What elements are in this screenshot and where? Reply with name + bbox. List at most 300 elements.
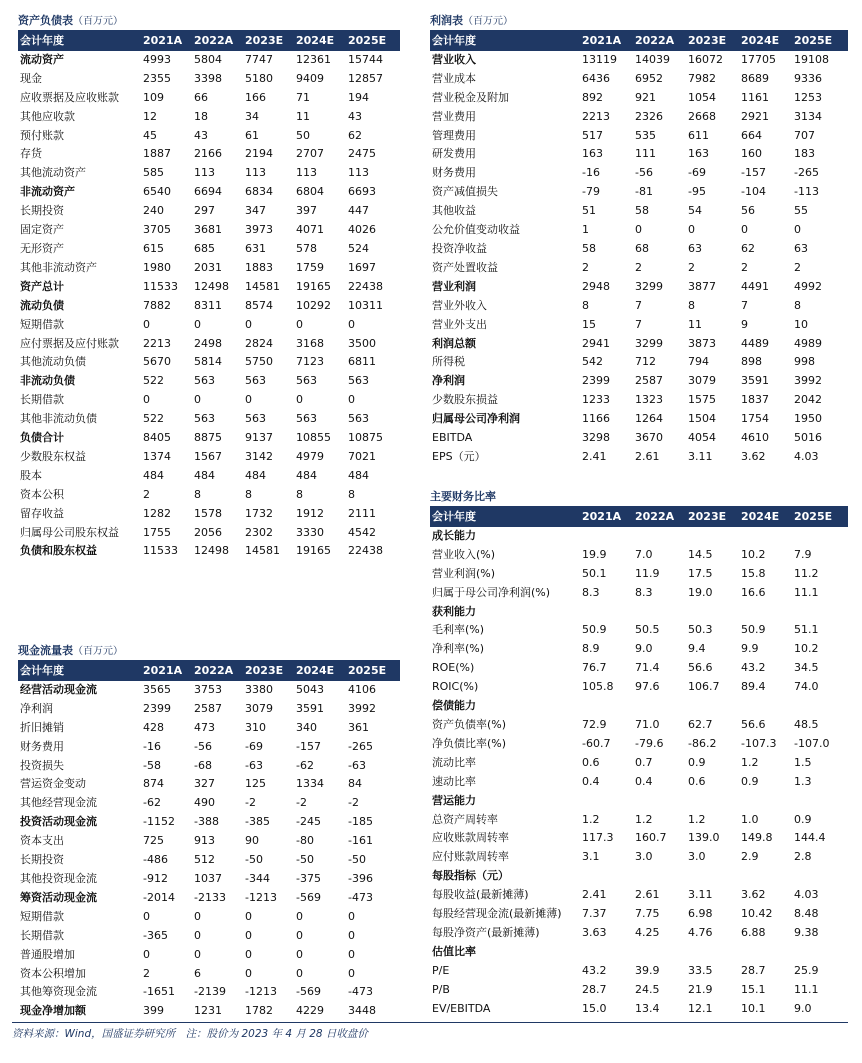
value-cell: 2326 — [635, 109, 663, 123]
value-cell: 8 — [794, 298, 801, 312]
value-cell: 0 — [194, 909, 201, 923]
value-cell: 51.1 — [794, 623, 819, 637]
value-cell: 399 — [143, 1004, 164, 1018]
value-cell: 2166 — [194, 147, 222, 161]
row-label: 净利润 — [20, 701, 53, 715]
row-label: 其他收益 — [432, 204, 476, 218]
value-cell: -2 — [296, 796, 307, 810]
table-row — [18, 391, 400, 410]
value-cell: 0 — [348, 928, 355, 942]
value-cell: 611 — [688, 128, 709, 142]
table-row — [18, 164, 400, 183]
value-cell: 3.1 — [582, 850, 600, 864]
row-label: 营业收入 — [432, 52, 476, 66]
value-cell: 484 — [296, 468, 317, 482]
row-label: 速动比率 — [432, 774, 476, 788]
row-label: 财务费用 — [20, 739, 64, 753]
header-year-cell: 2021A — [582, 32, 635, 51]
value-cell: -2 — [245, 796, 256, 810]
cashflow-table — [18, 662, 400, 1021]
table-row — [18, 70, 400, 89]
value-cell: -60.7 — [582, 736, 611, 750]
value-cell: 6540 — [143, 185, 171, 199]
row-label: EBITDA — [432, 431, 473, 445]
value-cell: 8 — [296, 487, 303, 501]
value-cell — [688, 603, 741, 622]
header-label-cell: 会计年度 — [430, 508, 582, 527]
value-cell: 0 — [194, 947, 201, 961]
value-cell: 9 — [741, 317, 748, 331]
value-cell: 327 — [194, 777, 215, 791]
value-cell: 1161 — [741, 90, 769, 104]
row-label: 无形资产 — [20, 241, 64, 255]
value-cell: 2111 — [348, 506, 376, 520]
value-cell: 58 — [582, 241, 596, 255]
value-cell: 11 — [296, 109, 310, 123]
value-cell: 3168 — [296, 336, 324, 350]
value-cell: 3877 — [688, 279, 716, 293]
value-cell: 0 — [245, 393, 252, 407]
header-year-cell: 2025E — [348, 662, 400, 681]
value-cell: 517 — [582, 128, 603, 142]
value-cell: 7 — [635, 298, 642, 312]
table-row — [430, 659, 848, 678]
value-cell: 55 — [794, 204, 808, 218]
value-cell: 347 — [245, 204, 266, 218]
row-label: 留存收益 — [20, 506, 64, 520]
table-row — [18, 965, 400, 984]
value-cell: 522 — [143, 412, 164, 426]
value-cell: 998 — [794, 355, 815, 369]
value-cell: 1837 — [741, 393, 769, 407]
row-label: 负债合计 — [20, 431, 64, 445]
value-cell: 1323 — [635, 393, 663, 407]
value-cell: 4989 — [794, 336, 822, 350]
table-row — [430, 183, 848, 202]
value-cell: 1231 — [194, 1004, 222, 1018]
row-label: 归属于母公司净利润(%) — [432, 585, 551, 599]
value-cell — [635, 603, 688, 622]
value-cell: 0 — [635, 223, 642, 237]
value-cell: 240 — [143, 204, 164, 218]
value-cell: 8.48 — [794, 907, 819, 921]
value-cell: 712 — [635, 355, 656, 369]
table-row — [18, 700, 400, 719]
value-cell: 631 — [245, 241, 266, 255]
table-row — [18, 524, 400, 543]
table-row — [430, 716, 848, 735]
table-row — [18, 145, 400, 164]
header-year-cell: 2023E — [688, 32, 741, 51]
row-label: 净负债比率(%) — [432, 736, 507, 750]
value-cell: 428 — [143, 720, 164, 734]
table-row — [18, 813, 400, 832]
value-cell: 1567 — [194, 449, 222, 463]
value-cell — [794, 697, 848, 716]
value-cell: 1887 — [143, 147, 171, 161]
ratios-title: 主要财务比率 — [430, 488, 848, 508]
value-cell — [794, 527, 848, 546]
value-cell: 3142 — [245, 449, 273, 463]
table-header-row — [430, 32, 848, 51]
row-label: 现金 — [20, 71, 42, 85]
value-cell: 2.8 — [794, 850, 812, 864]
value-cell: 19108 — [794, 52, 829, 66]
row-label: 营运资金变动 — [20, 777, 86, 791]
source-footnote: 资料来源：Wind，国盛证券研究所 注：股价为 2023 年 4 月 28 日收盘价 — [12, 1028, 368, 1040]
value-cell: 15.8 — [741, 566, 766, 580]
value-cell: 1.5 — [794, 755, 812, 769]
value-cell: 28.7 — [582, 982, 607, 996]
value-cell: 4229 — [296, 1004, 324, 1018]
value-cell: 1 — [582, 223, 589, 237]
value-cell: 2213 — [582, 109, 610, 123]
value-cell: 13119 — [582, 52, 617, 66]
value-cell: 14039 — [635, 52, 670, 66]
table-row — [18, 794, 400, 813]
table-row — [18, 467, 400, 486]
row-label: 归属母公司净利润 — [432, 412, 520, 426]
table-row — [430, 221, 848, 240]
value-cell: 61 — [245, 128, 259, 142]
value-cell: 484 — [143, 468, 164, 482]
value-cell: 34.5 — [794, 661, 819, 675]
value-cell: 0.9 — [794, 812, 812, 826]
table-row — [430, 640, 848, 659]
table-row — [430, 829, 848, 848]
row-label: 管理费用 — [432, 128, 476, 142]
value-cell: 7 — [635, 317, 642, 331]
value-cell: 11.9 — [635, 566, 660, 580]
value-cell: 4542 — [348, 525, 376, 539]
section-header-row — [430, 867, 848, 886]
table-row — [430, 145, 848, 164]
value-cell — [635, 867, 688, 886]
value-cell: 0 — [245, 317, 252, 331]
table-row — [430, 89, 848, 108]
value-cell: 4054 — [688, 431, 716, 445]
table-row — [18, 927, 400, 946]
value-cell: 3670 — [635, 431, 663, 445]
value-cell: 0 — [794, 223, 801, 237]
table-row — [430, 410, 848, 429]
row-label: 流动比率 — [432, 755, 476, 769]
value-cell: 1253 — [794, 90, 822, 104]
value-cell: 2.9 — [741, 850, 759, 864]
value-cell — [741, 697, 794, 716]
table-row — [430, 70, 848, 89]
value-cell: 3973 — [245, 223, 273, 237]
value-cell: 542 — [582, 355, 603, 369]
table-row — [430, 108, 848, 127]
value-cell: 7.0 — [635, 547, 653, 561]
value-cell: 1754 — [741, 412, 769, 426]
value-cell: 3.62 — [741, 449, 766, 463]
value-cell: 16.6 — [741, 585, 766, 599]
value-cell: 0 — [296, 928, 303, 942]
row-label: 获利能力 — [432, 604, 476, 618]
value-cell: 6.98 — [688, 907, 713, 921]
value-cell: 563 — [245, 374, 266, 388]
value-cell: 563 — [194, 374, 215, 388]
value-cell: -245 — [296, 815, 321, 829]
value-cell: 166 — [245, 90, 266, 104]
value-cell: 68 — [635, 241, 649, 255]
row-label: P/B — [432, 982, 450, 996]
table-row — [18, 108, 400, 127]
table-row — [430, 391, 848, 410]
value-cell: 149.8 — [741, 831, 773, 845]
row-label: 其他非流动资产 — [20, 260, 97, 274]
header-year-cell: 2025E — [794, 508, 848, 527]
value-cell: 24.5 — [635, 982, 660, 996]
value-cell: -2014 — [143, 890, 175, 904]
value-cell: 310 — [245, 720, 266, 734]
table-row — [18, 870, 400, 889]
value-cell: 4491 — [741, 279, 769, 293]
table-row — [430, 565, 848, 584]
value-cell: 71.0 — [635, 717, 660, 731]
row-label: 资产总计 — [20, 279, 64, 293]
value-cell: 111 — [635, 147, 656, 161]
row-label: 非流动资产 — [20, 185, 75, 199]
value-cell: 563 — [348, 412, 369, 426]
value-cell: 898 — [741, 355, 762, 369]
table-row — [430, 372, 848, 391]
value-cell: 3380 — [245, 682, 273, 696]
row-label: 资本公积 — [20, 487, 64, 501]
value-cell: 62 — [348, 128, 362, 142]
value-cell: 14581 — [245, 279, 280, 293]
value-cell: 5670 — [143, 355, 171, 369]
value-cell: 794 — [688, 355, 709, 369]
value-cell: 490 — [194, 796, 215, 810]
value-cell: 2668 — [688, 109, 716, 123]
header-year-cell: 2024E — [296, 32, 348, 51]
value-cell: -86.2 — [688, 736, 717, 750]
value-cell: 28.7 — [741, 963, 766, 977]
value-cell: 5043 — [296, 682, 324, 696]
value-cell: -16 — [143, 739, 161, 753]
value-cell: 0 — [348, 909, 355, 923]
value-cell: 615 — [143, 241, 164, 255]
value-cell: 2941 — [582, 336, 610, 350]
value-cell — [741, 792, 794, 811]
row-label: 流动负债 — [20, 298, 64, 312]
value-cell: 19165 — [296, 544, 331, 558]
table-row — [430, 621, 848, 640]
value-cell: 707 — [794, 128, 815, 142]
value-cell: 8.3 — [635, 585, 653, 599]
value-cell: 3591 — [296, 701, 324, 715]
value-cell: 3992 — [794, 374, 822, 388]
table-row — [430, 297, 848, 316]
value-cell: -365 — [143, 928, 168, 942]
value-cell: 524 — [348, 241, 369, 255]
value-cell: 8405 — [143, 431, 171, 445]
value-cell: -80 — [296, 834, 314, 848]
table-header-row — [18, 662, 400, 681]
value-cell — [582, 603, 635, 622]
value-cell — [741, 943, 794, 962]
value-cell: 0 — [296, 966, 303, 980]
value-cell: 512 — [194, 853, 215, 867]
value-cell: 921 — [635, 90, 656, 104]
value-cell: 10875 — [348, 431, 383, 445]
value-cell: 8574 — [245, 298, 273, 312]
value-cell: 19165 — [296, 279, 331, 293]
value-cell: 7.9 — [794, 547, 812, 561]
table-row — [18, 775, 400, 794]
value-cell: 585 — [143, 166, 164, 180]
value-cell: -473 — [348, 985, 373, 999]
table-row — [430, 127, 848, 146]
table-row — [430, 924, 848, 943]
value-cell: 4.03 — [794, 888, 819, 902]
value-cell: 4.25 — [635, 925, 660, 939]
row-label: 营业成本 — [432, 71, 476, 85]
value-cell: 685 — [194, 241, 215, 255]
value-cell: 3398 — [194, 71, 222, 85]
value-cell: 0 — [245, 928, 252, 942]
value-cell: 8875 — [194, 431, 222, 445]
row-label: 营业外收入 — [432, 298, 487, 312]
header-year-cell: 2021A — [582, 508, 635, 527]
value-cell: 11533 — [143, 544, 178, 558]
table-header-row — [18, 32, 400, 51]
value-cell: 3681 — [194, 223, 222, 237]
value-cell: -50 — [245, 853, 263, 867]
row-label: 估值比率 — [432, 944, 476, 958]
value-cell: 84 — [348, 777, 362, 791]
value-cell: 563 — [296, 412, 317, 426]
value-cell: 2475 — [348, 147, 376, 161]
value-cell: 2 — [688, 260, 695, 274]
row-label: 资产减值损失 — [432, 185, 498, 199]
value-cell: -62 — [296, 758, 314, 772]
value-cell: 0 — [143, 317, 150, 331]
value-cell: 15744 — [348, 52, 383, 66]
footer-divider — [12, 1022, 848, 1023]
value-cell: 2042 — [794, 393, 822, 407]
table-row — [430, 278, 848, 297]
value-cell: 1912 — [296, 506, 324, 520]
value-cell: 7982 — [688, 71, 716, 85]
value-cell: 0 — [245, 966, 252, 980]
value-cell: -56 — [194, 739, 212, 753]
value-cell — [582, 792, 635, 811]
row-label: 应收账款周转率 — [432, 831, 509, 845]
value-cell: 9.4 — [688, 642, 706, 656]
row-label: 营业利润 — [432, 279, 476, 293]
value-cell: -104 — [741, 185, 766, 199]
table-row — [18, 429, 400, 448]
value-cell: 1575 — [688, 393, 716, 407]
value-cell: 2.61 — [635, 449, 660, 463]
value-cell: -107.3 — [741, 736, 777, 750]
value-cell: -157 — [296, 739, 321, 753]
row-label: 营业外支出 — [432, 317, 487, 331]
table-row — [430, 584, 848, 603]
value-cell: 2399 — [582, 374, 610, 388]
value-cell: 1.3 — [794, 774, 812, 788]
value-cell: 3.0 — [688, 850, 706, 864]
value-cell: 2399 — [143, 701, 171, 715]
value-cell — [635, 697, 688, 716]
table-row — [430, 981, 848, 1000]
value-cell: 535 — [635, 128, 656, 142]
balance-sheet-table — [18, 32, 400, 561]
value-cell: 17.5 — [688, 566, 713, 580]
table-row — [18, 259, 400, 278]
value-cell — [794, 603, 848, 622]
value-cell: -68 — [194, 758, 212, 772]
value-cell: -1213 — [245, 985, 277, 999]
value-cell: 66 — [194, 90, 208, 104]
row-label: 营业税金及附加 — [432, 90, 509, 104]
value-cell: 7882 — [143, 298, 171, 312]
value-cell: 563 — [194, 412, 215, 426]
value-cell: -473 — [348, 890, 373, 904]
value-cell: 139.0 — [688, 831, 720, 845]
value-cell: 56.6 — [688, 661, 713, 675]
value-cell: 58 — [635, 204, 649, 218]
value-cell: -2139 — [194, 985, 226, 999]
row-label: 营运能力 — [432, 793, 476, 807]
value-cell: 10 — [794, 317, 808, 331]
section-header-row — [430, 943, 848, 962]
value-cell: 48.5 — [794, 717, 819, 731]
value-cell: 9.0 — [794, 1001, 812, 1015]
header-year-cell: 2024E — [741, 508, 794, 527]
table-row — [430, 335, 848, 354]
value-cell: 397 — [296, 204, 317, 218]
value-cell: 2 — [794, 260, 801, 274]
header-year-cell: 2022A — [635, 32, 688, 51]
value-cell: 10.2 — [794, 642, 819, 656]
value-cell: 0 — [348, 947, 355, 961]
value-cell: 3448 — [348, 1004, 376, 1018]
value-cell: 50 — [296, 128, 310, 142]
value-cell: 0 — [194, 928, 201, 942]
value-cell: 2 — [143, 487, 150, 501]
row-label: 资本支出 — [20, 834, 64, 848]
value-cell: 6952 — [635, 71, 663, 85]
value-cell: 1374 — [143, 449, 171, 463]
table-row — [18, 183, 400, 202]
value-cell — [582, 943, 635, 962]
value-cell: 0 — [741, 223, 748, 237]
value-cell: 0 — [143, 909, 150, 923]
value-cell: 3.63 — [582, 925, 607, 939]
value-cell: 1054 — [688, 90, 716, 104]
value-cell: 0 — [245, 909, 252, 923]
value-cell: 22438 — [348, 279, 383, 293]
value-cell: 11533 — [143, 279, 178, 293]
table-row — [18, 410, 400, 429]
row-label: 其他应收款 — [20, 109, 75, 123]
value-cell: 3873 — [688, 336, 716, 350]
value-cell: 0.4 — [582, 774, 600, 788]
value-cell: 11 — [688, 317, 702, 331]
value-cell: -2133 — [194, 890, 226, 904]
row-label: 折旧摊销 — [20, 720, 64, 734]
table-row — [18, 297, 400, 316]
value-cell: 19.0 — [688, 585, 713, 599]
value-cell: 6 — [194, 966, 201, 980]
value-cell: 6693 — [348, 185, 376, 199]
row-label: 研发费用 — [432, 147, 476, 161]
